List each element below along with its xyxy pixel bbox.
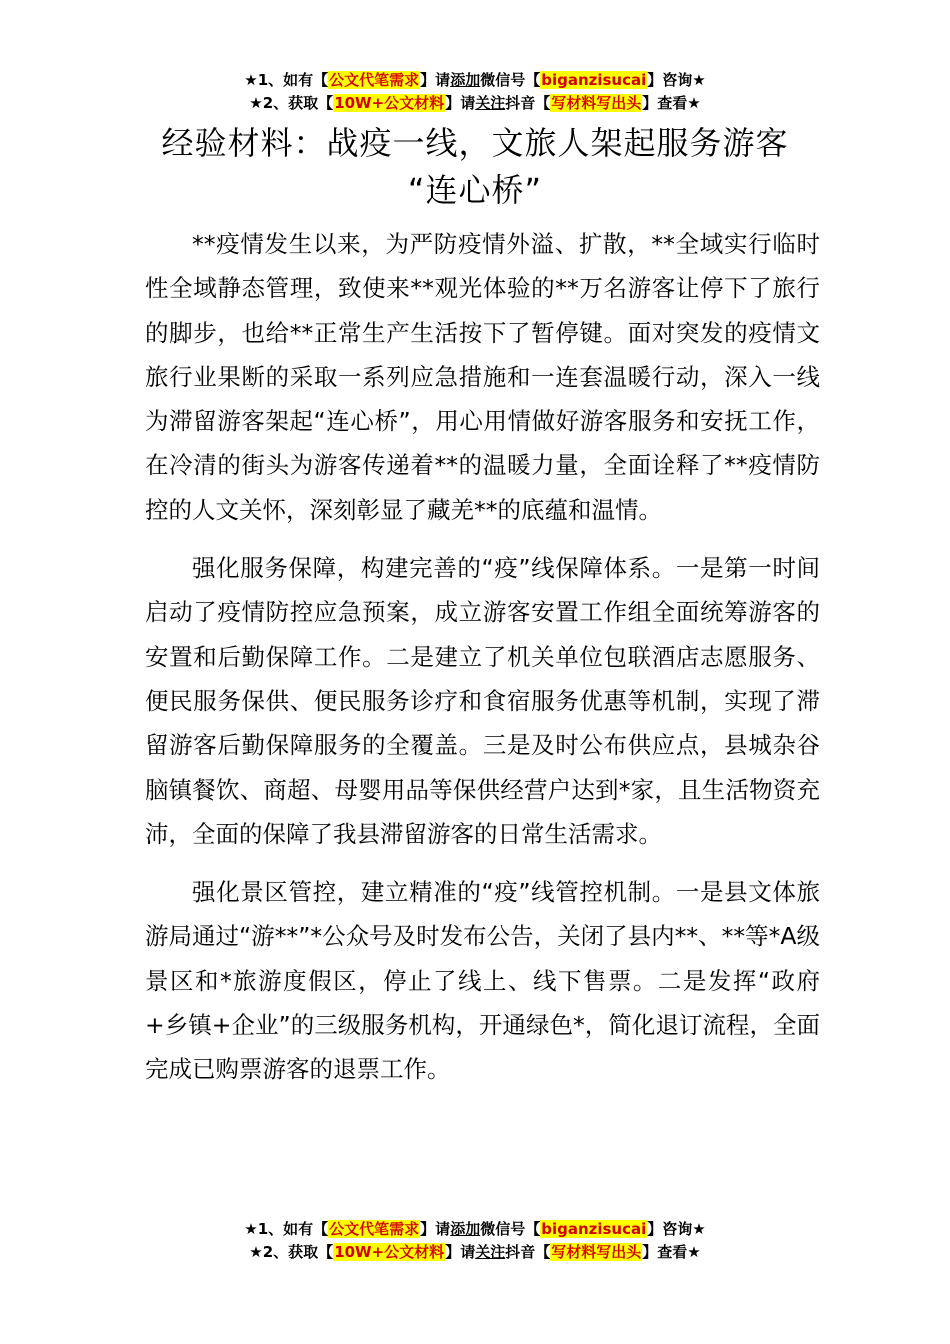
promo-highlight-service: 公文代笔需求 — [329, 1220, 420, 1238]
paragraph-intro: **疫情发生以来，为严防疫情外溢、扩散，**全域实行临时性全域静态管理，致使来**观光体验的**万名游客让停下了旅行的脚步，也给**正常生产生活按下了暂停键。面对突发的疫情文旅行业果断的采取一系列应急措施和一连套温暖行动，深入一线为滞留游客架起“连心桥”，用心用情做好游客服务和安抚工作，在冷清的街头为游客传递着**的温暖力量，全面诠释了**疫情防控的人文关怀，深刻彰显了藏羌**的底蕴和温情。 — [145, 230, 820, 524]
promo-highlight-wechat: biganzisucai — [541, 71, 647, 89]
promo-line-1: ★1、如有【公文代笔需求】请添加微信号【biganzisucai】咨询★ — [244, 1220, 706, 1238]
document-body — [145, 222, 820, 1106]
promo-line-2: ★2、获取【10W+公文材料】请关注抖音【写材料写出头】查看★ — [249, 94, 701, 112]
title-line-1: 经验材料：战疫一线，文旅人架起服务游客 — [161, 124, 789, 162]
promo-highlight-wechat: biganzisucai — [541, 1220, 647, 1238]
document-title — [0, 120, 950, 214]
promo-highlight-service: 公文代笔需求 — [329, 71, 420, 89]
paragraph-scenic-control: 强化景区管控，建立精准的“疫”线管控机制。一是县文体旅游局通过“游**”*公众号及时发布公告，关闭了县内**、**等*A级景区和*旅游度假区，停止了线上、线下售票。二是发挥“政府+乡镇+企业”的三级服务机构，开通绿色*，简化退订流程，全面完成已购票游客的退票工作。 — [145, 878, 820, 1084]
promo-highlight-douyin: 写材料写出头 — [551, 94, 642, 112]
promo-footer — [0, 1218, 950, 1264]
promo-line-1: ★1、如有【公文代笔需求】请添加微信号【biganzisucai】咨询★ — [244, 71, 706, 89]
promo-header — [0, 69, 950, 115]
promo-highlight-douyin: 写材料写出头 — [551, 1243, 642, 1261]
paragraph-service-guarantee: 强化服务保障，构建完善的“疫”线保障体系。一是第一时间启动了疫情防控应急预案，成立游客安置工作组全面统筹游客的安置和后勤保障工作。二是建立了机关单位包联酒店志愿服务、便民服务保供、便民服务诊疗和食宿服务优惠等机制，实现了滞留游客后勤保障服务的全覆盖。三是及时公布供应点，县城杂谷脑镇餐饮、商超、母婴用品等保供经营户达到*家，且生活物资充沛，全面的保障了我县滞留游客的日常生活需求。 — [145, 554, 820, 848]
promo-line-2: ★2、获取【10W+公文材料】请关注抖音【写材料写出头】查看★ — [249, 1243, 701, 1261]
promo-highlight-materials: 10W+公文材料 — [334, 94, 445, 112]
promo-highlight-materials: 10W+公文材料 — [334, 1243, 445, 1261]
title-line-2: “连心桥” — [407, 171, 543, 209]
